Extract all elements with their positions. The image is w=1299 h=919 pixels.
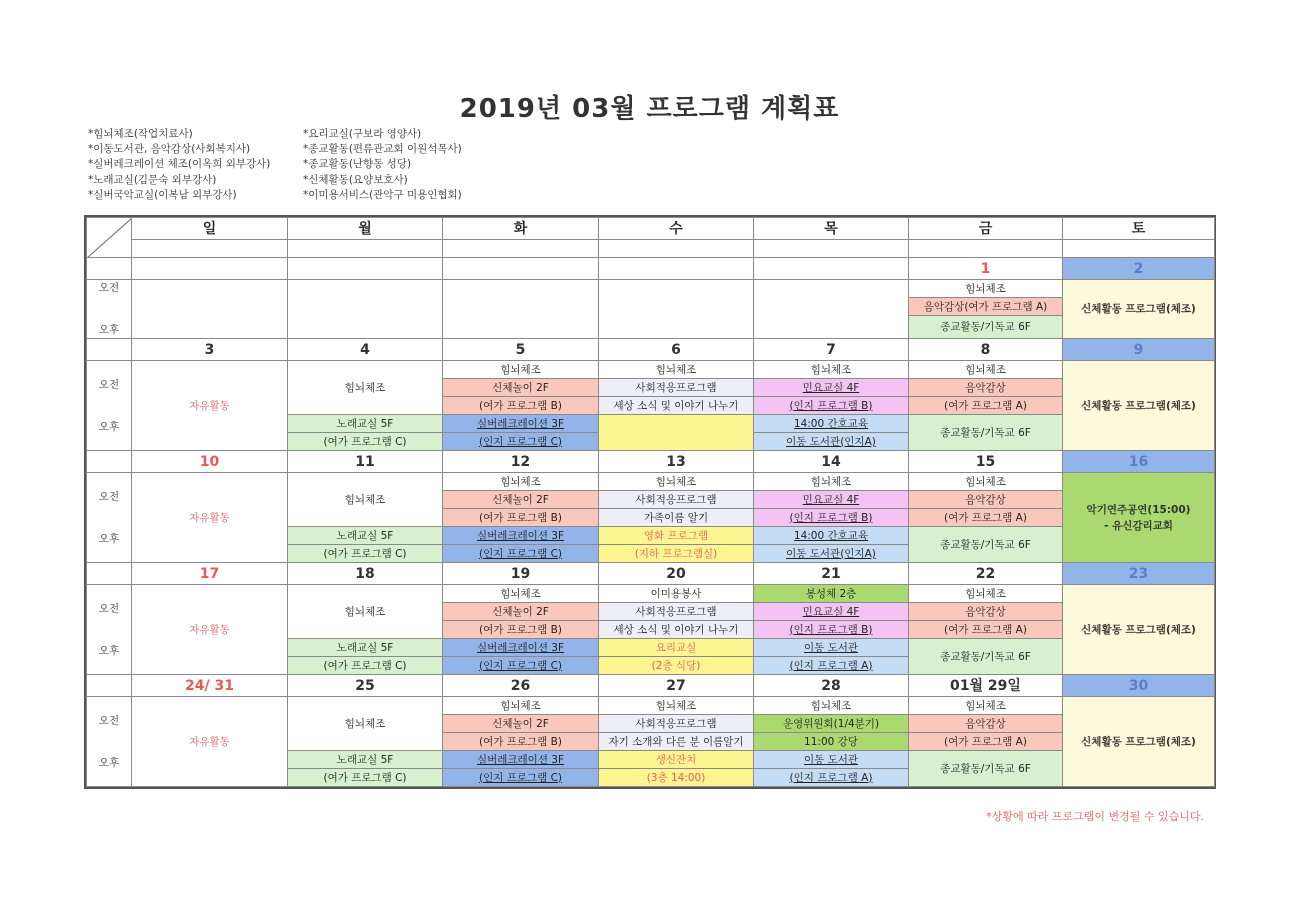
note-line: *실버국악교실(이복남 외부강사) bbox=[88, 188, 237, 201]
date-cell: 7 bbox=[754, 339, 909, 361]
program-cell: 힘뇌체조 bbox=[288, 585, 443, 639]
weekday-thu: 목 bbox=[754, 218, 909, 240]
date-cell: 16 bbox=[1063, 451, 1215, 473]
date-cell: 6 bbox=[599, 339, 754, 361]
program-cell: 운영위원회(1/4분기) bbox=[754, 715, 909, 733]
instructor-notes-left bbox=[88, 127, 270, 203]
program-cell: 사회적응프로그램 bbox=[599, 379, 754, 397]
program-cell: (여가 프로그램 B) bbox=[443, 397, 599, 415]
program-cell: 힘뇌체조 bbox=[909, 697, 1063, 715]
date-cell: 30 bbox=[1063, 675, 1215, 697]
program-cell: (인지 프로그램 C) bbox=[443, 545, 599, 563]
weekday-header bbox=[87, 218, 1215, 240]
program-cell: 음악감상(여가 프로그램 A) bbox=[909, 298, 1063, 316]
note-line: *힘뇌체조(작업치료사) bbox=[88, 128, 193, 140]
program-cell: 힘뇌체조 bbox=[754, 697, 909, 715]
weekday-sat: 토 bbox=[1063, 218, 1215, 240]
program-cell: 신체놀이 2F bbox=[443, 715, 599, 733]
date-cell: 9 bbox=[1063, 339, 1215, 361]
program-cell: 신체놀이 2F bbox=[443, 379, 599, 397]
note-line: *종교활동(난향동 성당) bbox=[303, 158, 412, 171]
program-cell: 영화 프로그램 bbox=[599, 527, 754, 545]
program-cell: (3층 14:00) bbox=[599, 769, 754, 787]
program-cell: 힘뇌체조 bbox=[754, 361, 909, 379]
program-cell: 힘뇌체조 bbox=[443, 697, 599, 715]
program-cell: 이미용봉사 bbox=[599, 585, 754, 603]
date-cell: 21 bbox=[754, 563, 909, 585]
corner-cell bbox=[87, 218, 132, 258]
date-cell: 2 bbox=[1063, 258, 1215, 280]
week4-date-row bbox=[87, 563, 1215, 585]
weekday-wed: 수 bbox=[599, 218, 754, 240]
program-cell: 자유활동 bbox=[132, 361, 288, 451]
program-cell: 자유활동 bbox=[132, 697, 288, 787]
program-cell: 민요교실 4F bbox=[754, 603, 909, 621]
program-cell: 힘뇌체조 bbox=[909, 585, 1063, 603]
program-cell: (여가 프로그램 B) bbox=[443, 509, 599, 527]
note-line: *신체활동(요양보호사) bbox=[303, 173, 408, 186]
footnote: *상황에 따라 프로그램이 변경될 수 있습니다. bbox=[986, 810, 1204, 823]
date-cell: 22 bbox=[909, 563, 1063, 585]
program-cell: (인지 프로그램 A) bbox=[754, 657, 909, 675]
program-cell: 실버레크레이션 3F bbox=[443, 415, 599, 433]
program-calendar bbox=[84, 215, 1216, 789]
program-cell: (인지 프로그램 C) bbox=[443, 433, 599, 451]
program-cell: 14:00 간호교육 bbox=[754, 415, 909, 433]
date-cell: 15 bbox=[909, 451, 1063, 473]
date-cell: 12 bbox=[443, 451, 599, 473]
program-cell: (인지 프로그램 A) bbox=[754, 769, 909, 787]
program-cell: 악기연주공연(15:00) - 유신감리교회 bbox=[1063, 473, 1215, 563]
date-cell: 1 bbox=[909, 258, 1063, 280]
program-cell: (인지 프로그램 C) bbox=[443, 769, 599, 787]
program-cell: (여가 프로그램 C) bbox=[288, 433, 443, 451]
program-cell: 요리교실 bbox=[599, 639, 754, 657]
program-cell: 종교활동/기독교 6F bbox=[909, 527, 1063, 563]
program-cell: 이동 도서관 bbox=[754, 751, 909, 769]
date-cell: 10 bbox=[132, 451, 288, 473]
note-line: *요리교실(구보라 영양사) bbox=[303, 128, 422, 140]
program-cell: 사회적응프로그램 bbox=[599, 715, 754, 733]
program-cell: 실버레크레이션 3F bbox=[443, 527, 599, 545]
program-cell: 음악감상 bbox=[909, 603, 1063, 621]
program-cell: 힘뇌체조 bbox=[599, 697, 754, 715]
note-line: *이동도서관, 음악감상(사회복지사) bbox=[88, 143, 251, 156]
date-cell: 20 bbox=[599, 563, 754, 585]
program-cell: 생신잔치 bbox=[599, 751, 754, 769]
week3-date-row bbox=[87, 451, 1215, 473]
program-cell: 신체활동 프로그램(체조) bbox=[1063, 585, 1215, 675]
program-cell bbox=[599, 415, 754, 451]
date-cell: 24/ 31 bbox=[132, 675, 288, 697]
program-cell: (여가 프로그램 B) bbox=[443, 621, 599, 639]
program-cell: (여가 프로그램 A) bbox=[909, 733, 1063, 751]
program-cell: 종교활동/기독교 6F bbox=[909, 639, 1063, 675]
program-cell: 힘뇌체조 bbox=[288, 361, 443, 415]
program-cell: (인지 프로그램 B) bbox=[754, 509, 909, 527]
diagonal-line bbox=[87, 218, 132, 258]
weekday-mon: 월 bbox=[288, 218, 443, 240]
program-cell: 민요교실 4F bbox=[754, 491, 909, 509]
program-cell: 종교활동/기독교 6F bbox=[909, 415, 1063, 451]
program-cell: 자유활동 bbox=[132, 585, 288, 675]
program-cell: 음악감상 bbox=[909, 491, 1063, 509]
program-cell: 힘뇌체조 bbox=[443, 585, 599, 603]
program-cell: (여가 프로그램 A) bbox=[909, 397, 1063, 415]
program-cell: (여가 프로그램 A) bbox=[909, 621, 1063, 639]
program-cell: 세상 소식 및 이야기 나누기 bbox=[599, 397, 754, 415]
program-cell: 민요교실 4F bbox=[754, 379, 909, 397]
week5-date-row bbox=[87, 675, 1215, 697]
program-cell: 힘뇌체조 bbox=[443, 473, 599, 491]
program-cell: 이동 도서관(인지A) bbox=[754, 433, 909, 451]
program-cell: 힘뇌체조 bbox=[599, 361, 754, 379]
date-cell: 25 bbox=[288, 675, 443, 697]
time-label: 오전 오후 bbox=[87, 361, 132, 451]
date-cell: 28 bbox=[754, 675, 909, 697]
date-cell: 14 bbox=[754, 451, 909, 473]
week1-date-row bbox=[87, 258, 1215, 280]
time-label: 오전 오후 bbox=[87, 473, 132, 563]
program-cell: (여가 프로그램 B) bbox=[443, 733, 599, 751]
date-cell: 26 bbox=[443, 675, 599, 697]
program-cell: 노래교실 5F bbox=[288, 639, 443, 657]
program-cell: 이동 도서관(인지A) bbox=[754, 545, 909, 563]
time-label: 오전 오후 bbox=[87, 585, 132, 675]
program-cell: 봉성체 2층 bbox=[754, 585, 909, 603]
program-cell: 종교활동/기독교 6F bbox=[909, 316, 1063, 339]
date-cell: 19 bbox=[443, 563, 599, 585]
note-line: *종교활동(편류관교회 이원석목사) bbox=[303, 143, 462, 156]
time-label: 오전 오후 bbox=[87, 280, 132, 339]
program-cell: 신체놀이 2F bbox=[443, 603, 599, 621]
program-cell: 실버레크레이션 3F bbox=[443, 639, 599, 657]
weekday-sun: 일 bbox=[132, 218, 288, 240]
program-cell: (여가 프로그램 C) bbox=[288, 545, 443, 563]
program-cell: (2층 식당) bbox=[599, 657, 754, 675]
program-cell: (여가 프로그램 A) bbox=[909, 509, 1063, 527]
program-cell: 힘뇌체조 bbox=[599, 473, 754, 491]
page-title: 2019년 03월 프로그램 계획표 bbox=[459, 94, 840, 124]
program-cell: (여가 프로그램 C) bbox=[288, 769, 443, 787]
program-cell: 힘뇌체조 bbox=[288, 473, 443, 527]
program-cell: 종교활동/기독교 6F bbox=[909, 751, 1063, 787]
program-cell: 노래교실 5F bbox=[288, 527, 443, 545]
program-cell: 힘뇌체조 bbox=[754, 473, 909, 491]
program-cell: 사회적응프로그램 bbox=[599, 603, 754, 621]
program-cell: 힘뇌체조 bbox=[288, 697, 443, 751]
date-cell: 18 bbox=[288, 563, 443, 585]
program-cell: 자유활동 bbox=[132, 473, 288, 563]
note-line: *노래교실(김문숙 외부강사) bbox=[88, 173, 217, 186]
weekday-fri: 금 bbox=[909, 218, 1063, 240]
time-label: 오전 오후 bbox=[87, 697, 132, 787]
program-cell: 신체활동 프로그램(체조) bbox=[1063, 280, 1215, 339]
program-cell: 노래교실 5F bbox=[288, 415, 443, 433]
program-cell: 11:00 강당 bbox=[754, 733, 909, 751]
date-cell: 01월 29일 bbox=[909, 675, 1063, 697]
program-cell: 노래교실 5F bbox=[288, 751, 443, 769]
program-cell: (지하 프로그램실) bbox=[599, 545, 754, 563]
instructor-notes-right bbox=[303, 127, 462, 203]
note-line: *실버레크레이션 체조(이옥희 외부강사) bbox=[88, 158, 271, 171]
program-cell: (인지 프로그램 C) bbox=[443, 657, 599, 675]
program-cell: 힘뇌체조 bbox=[443, 361, 599, 379]
program-cell: 힘뇌체조 bbox=[909, 473, 1063, 491]
program-cell: (인지 프로그램 B) bbox=[754, 621, 909, 639]
program-cell: 신체놀이 2F bbox=[443, 491, 599, 509]
date-cell: 5 bbox=[443, 339, 599, 361]
program-cell: 신체활동 프로그램(체조) bbox=[1063, 697, 1215, 787]
program-cell: 세상 소식 및 이야기 나누기 bbox=[599, 621, 754, 639]
program-cell: 힘뇌체조 bbox=[909, 361, 1063, 379]
date-cell: 8 bbox=[909, 339, 1063, 361]
program-cell: 14:00 간호교육 bbox=[754, 527, 909, 545]
week2-date-row bbox=[87, 339, 1215, 361]
program-cell: 힘뇌체조 bbox=[909, 280, 1063, 298]
date-cell: 11 bbox=[288, 451, 443, 473]
date-cell: 4 bbox=[288, 339, 443, 361]
date-cell: 13 bbox=[599, 451, 754, 473]
date-cell: 17 bbox=[132, 563, 288, 585]
program-cell: 신체활동 프로그램(체조) bbox=[1063, 361, 1215, 451]
program-cell: 사회적응프로그램 bbox=[599, 491, 754, 509]
date-cell: 23 bbox=[1063, 563, 1215, 585]
program-cell: (인지 프로그램 B) bbox=[754, 397, 909, 415]
program-cell: 이동 도서관 bbox=[754, 639, 909, 657]
program-cell: 자기 소개와 다른 분 이름알기 bbox=[599, 733, 754, 751]
program-cell: 가족이름 알기 bbox=[599, 509, 754, 527]
program-cell: 음악감상 bbox=[909, 379, 1063, 397]
note-line: *이미용서비스(관악구 미용인협회) bbox=[303, 188, 462, 201]
program-cell: (여가 프로그램 C) bbox=[288, 657, 443, 675]
date-cell: 27 bbox=[599, 675, 754, 697]
program-cell: 음악감상 bbox=[909, 715, 1063, 733]
date-cell: 3 bbox=[132, 339, 288, 361]
weekday-tue: 화 bbox=[443, 218, 599, 240]
program-cell: 실버레크레이션 3F bbox=[443, 751, 599, 769]
